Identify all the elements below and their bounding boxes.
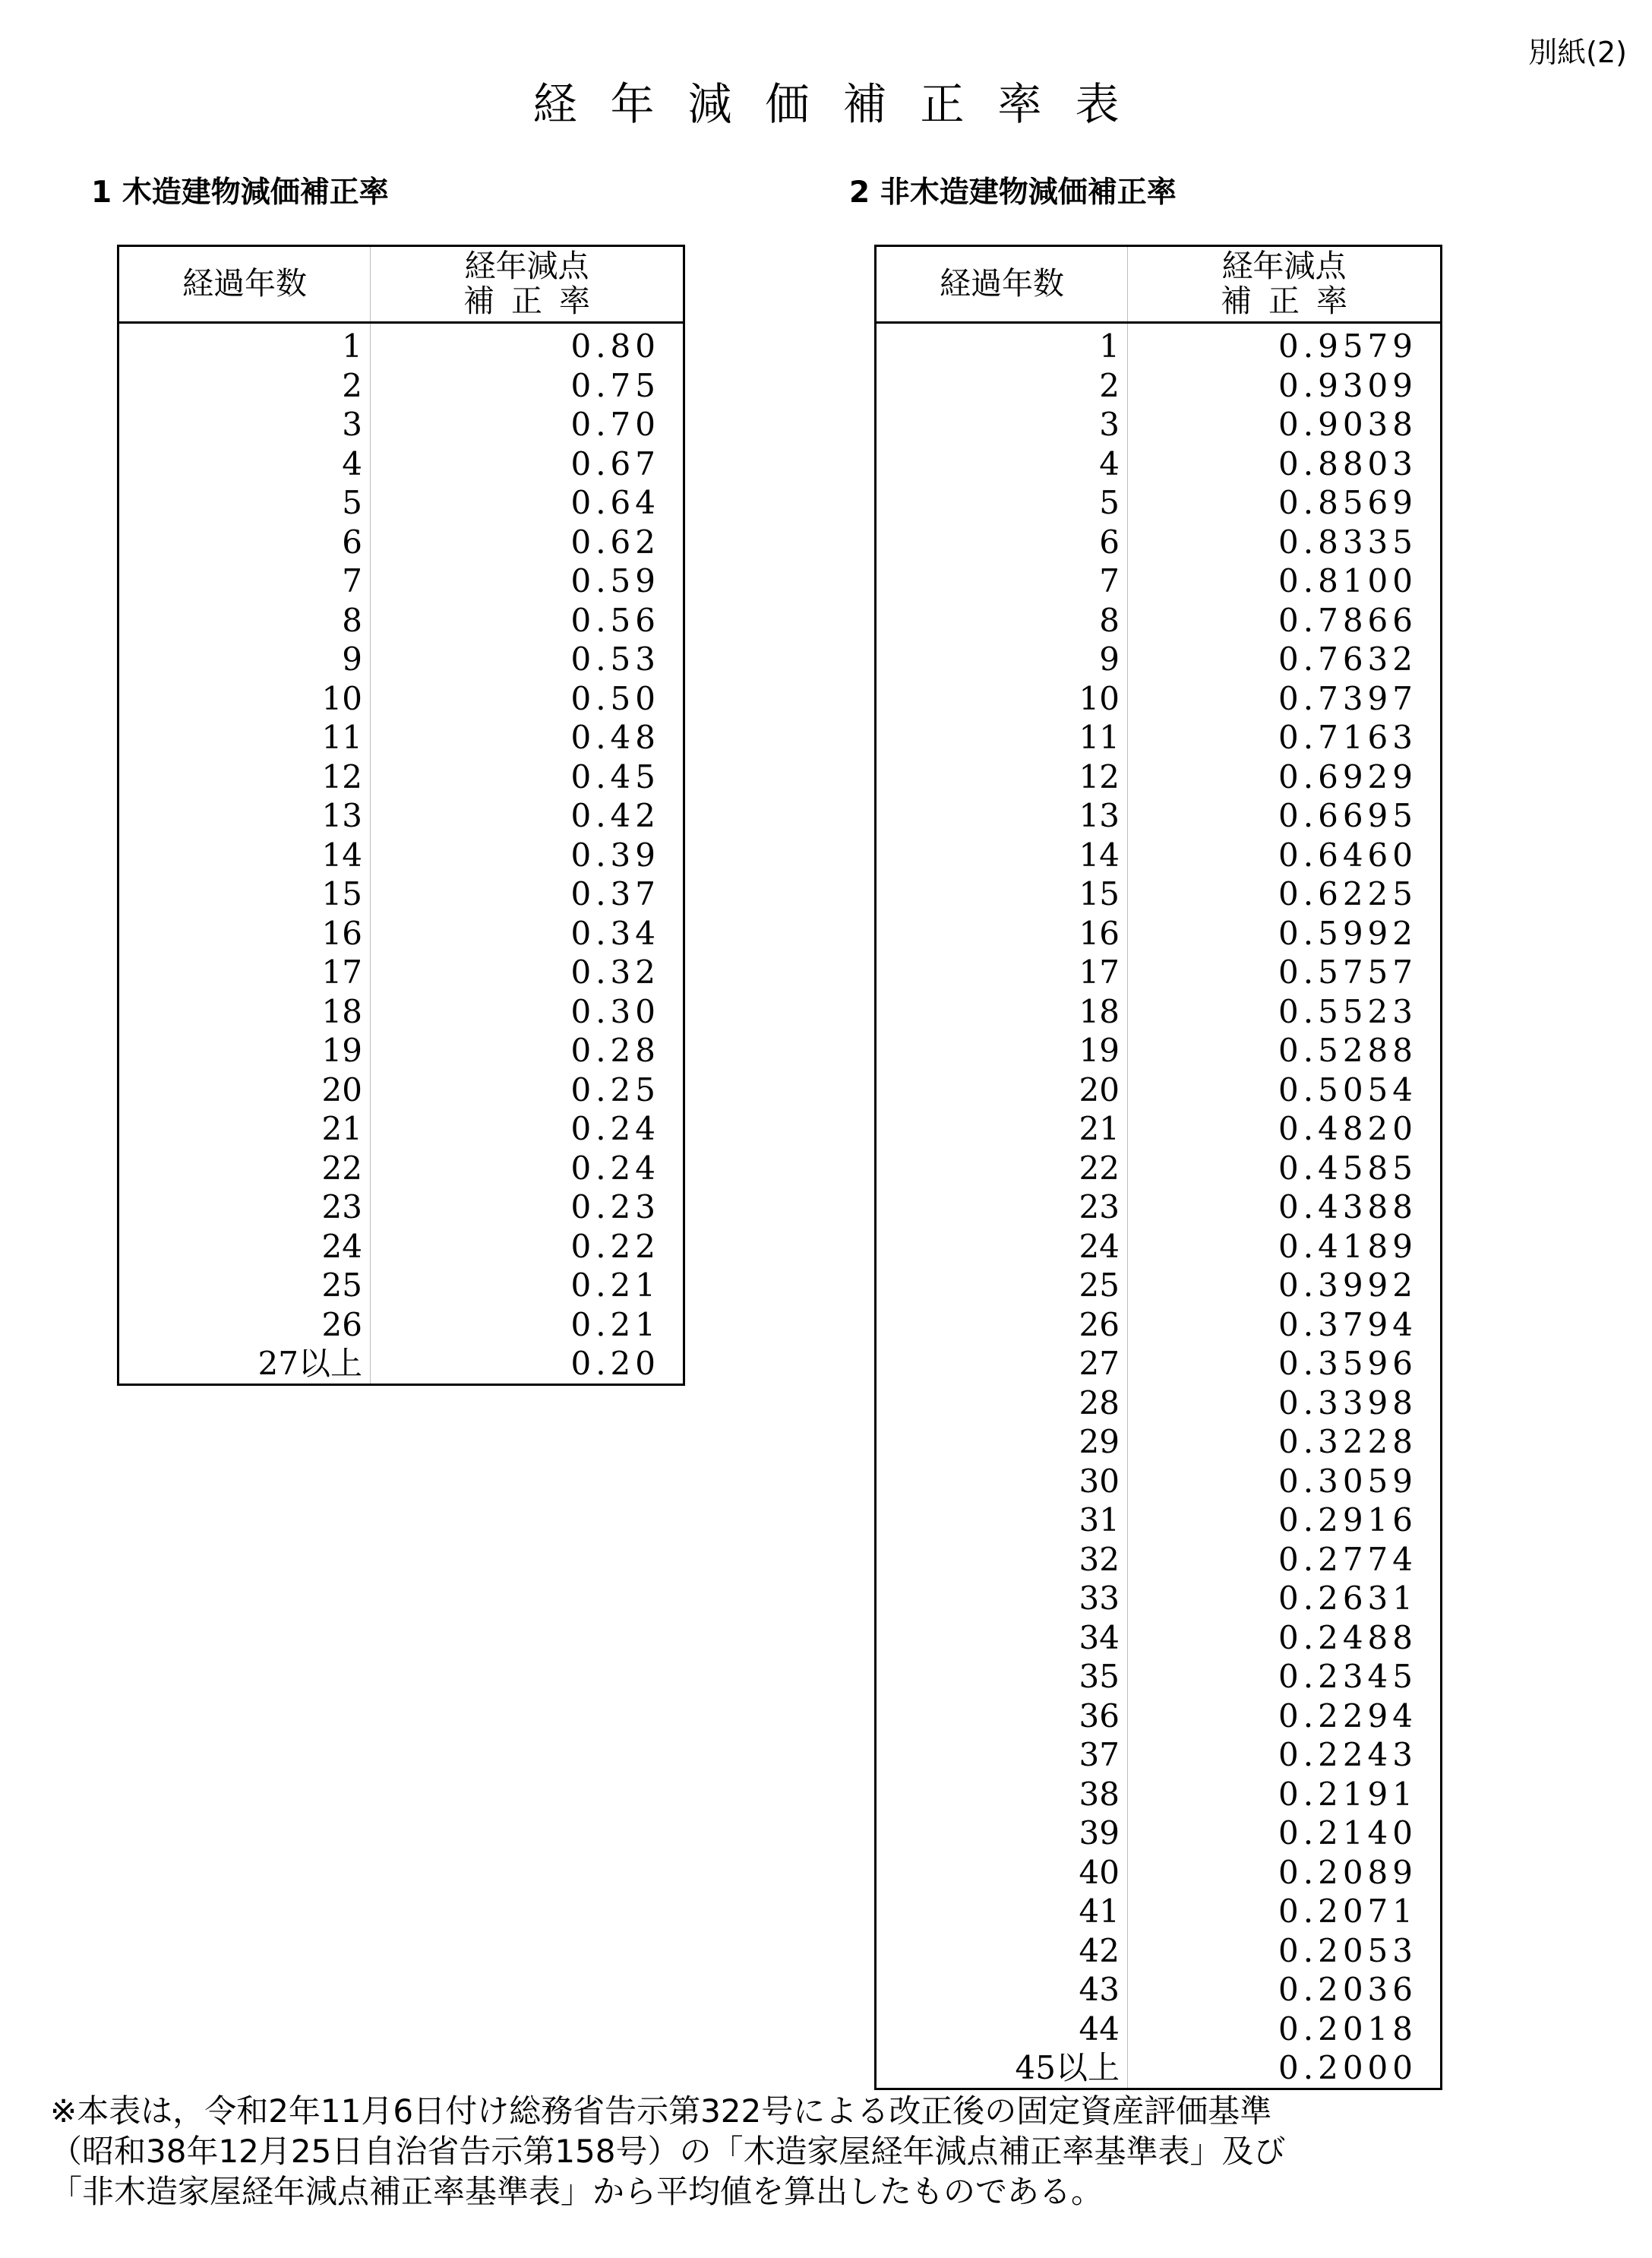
elapsed-years-cell: 7 [118, 561, 371, 601]
elapsed-years-cell: 34 [876, 1618, 1128, 1658]
table-row [118, 523, 684, 562]
table-row [876, 323, 1442, 366]
elapsed-years-cell: 21 [876, 1109, 1128, 1149]
title-char: 年 [610, 78, 655, 130]
table-row [876, 483, 1442, 523]
table-row [118, 1031, 684, 1070]
table-row [118, 1149, 684, 1188]
elapsed-years-cell: 18 [118, 992, 371, 1032]
elapsed-years-cell: 5 [876, 483, 1128, 523]
rate-cell: 0.3059 [1278, 1462, 1417, 1500]
rate-cell: 0.2916 [1278, 1501, 1417, 1539]
table-row [876, 2010, 1442, 2049]
elapsed-years-cell: 30 [876, 1462, 1128, 1501]
elapsed-years-cell: 13 [876, 796, 1128, 836]
rate-cell: 0.23 [570, 1188, 660, 1225]
elapsed-years-cell: 22 [876, 1149, 1128, 1188]
rate-cell: 0.25 [570, 1070, 660, 1108]
title-char: 正 [920, 78, 965, 130]
elapsed-years-cell: 3 [118, 405, 371, 444]
elapsed-years-cell: 8 [876, 601, 1128, 640]
elapsed-years-cell: 25 [876, 1266, 1128, 1305]
table-row [118, 1227, 684, 1267]
elapsed-years-cell: 43 [876, 1970, 1128, 2010]
rate-cell: 0.64 [570, 484, 660, 521]
elapsed-years-cell: 17 [876, 953, 1128, 992]
rate-cell: 0.2071 [1278, 1893, 1417, 1930]
elapsed-years-cell: 35 [876, 1657, 1128, 1697]
table-row [118, 679, 684, 719]
rate-cell: 0.2191 [1278, 1775, 1417, 1813]
table-row [876, 1579, 1442, 1618]
table-row [876, 1031, 1442, 1070]
elapsed-years-cell: 1 [876, 323, 1128, 366]
elapsed-years-cell: 6 [876, 523, 1128, 562]
elapsed-years-cell: 41 [876, 1892, 1128, 1931]
rate-cell: 0.48 [570, 719, 660, 756]
table-row [118, 757, 684, 797]
elapsed-years-cell: 23 [118, 1188, 371, 1227]
table-row [876, 874, 1442, 914]
elapsed-years-cell: 19 [118, 1031, 371, 1070]
rate-cell: 0.4388 [1278, 1188, 1417, 1225]
rate-cell: 0.5523 [1278, 992, 1417, 1030]
table-row [876, 1462, 1442, 1501]
elapsed-years-cell: 29 [876, 1422, 1128, 1462]
elapsed-years-cell: 20 [118, 1070, 371, 1110]
elapsed-years-cell: 15 [876, 874, 1128, 914]
footnote-line: 「非木造家屋経年減点補正率基準表」から平均値を算出したものである。 [50, 2173, 1104, 2210]
table-row [876, 718, 1442, 757]
rate-cell: 0.2243 [1278, 1736, 1417, 1773]
wood-section-heading: 1 木造建物減価補正率 [91, 176, 389, 210]
table-row [118, 561, 684, 601]
elapsed-years-cell: 2 [118, 366, 371, 406]
table-row [118, 366, 684, 406]
rate-cell: 0.3398 [1278, 1384, 1417, 1422]
elapsed-years-cell: 40 [876, 1853, 1128, 1893]
table-row [876, 1853, 1442, 1893]
rate-cell: 0.8803 [1278, 444, 1417, 482]
header-rate-line2: 補正率 [463, 283, 607, 319]
table-row [118, 992, 684, 1032]
rate-cell: 0.28 [570, 1032, 660, 1069]
rate-cell: 0.75 [570, 366, 660, 404]
table-row [876, 1735, 1442, 1775]
table-row [118, 796, 684, 836]
table-row [118, 1266, 684, 1305]
rate-cell: 0.6460 [1278, 836, 1417, 874]
elapsed-years-cell: 11 [876, 718, 1128, 757]
elapsed-years-cell: 12 [118, 757, 371, 797]
elapsed-years-cell: 25 [118, 1266, 371, 1305]
table-row [118, 874, 684, 914]
elapsed-years-cell: 23 [876, 1188, 1128, 1227]
rate-cell: 0.20 [570, 1345, 660, 1382]
elapsed-years-cell: 1 [118, 323, 371, 366]
table-row [876, 2048, 1442, 2089]
elapsed-years-cell: 27以上 [118, 1344, 371, 1384]
header-rate [371, 246, 684, 323]
rate-cell: 0.24 [570, 1149, 660, 1187]
elapsed-years-cell: 24 [118, 1227, 371, 1267]
rate-cell: 0.2488 [1278, 1618, 1417, 1656]
table-row [876, 561, 1442, 601]
rate-cell: 0.4189 [1278, 1227, 1417, 1265]
table-row [876, 679, 1442, 719]
table-row [876, 1344, 1442, 1384]
rate-cell: 0.9309 [1278, 366, 1417, 404]
table-row [118, 483, 684, 523]
rate-cell: 0.7632 [1278, 640, 1417, 678]
nonwood-rate-table [874, 245, 1442, 2090]
title-char: 表 [1075, 78, 1120, 130]
elapsed-years-cell: 12 [876, 757, 1128, 797]
rate-cell: 0.30 [570, 992, 660, 1030]
table-row [118, 718, 684, 757]
rate-cell: 0.5757 [1278, 953, 1417, 991]
rate-cell: 0.50 [570, 679, 660, 717]
table-row [876, 1070, 1442, 1110]
table-row [876, 1618, 1442, 1658]
rate-cell: 0.3794 [1278, 1305, 1417, 1343]
rate-cell: 0.4820 [1278, 1110, 1417, 1147]
rate-cell: 0.2345 [1278, 1658, 1417, 1695]
elapsed-years-cell: 6 [118, 523, 371, 562]
table-row [876, 366, 1442, 406]
table-row [876, 1305, 1442, 1345]
table-row [876, 1227, 1442, 1267]
rate-cell: 0.8100 [1278, 562, 1417, 599]
table-row [118, 1188, 684, 1227]
rate-cell: 0.9579 [1278, 327, 1417, 365]
wood-rate-table [117, 245, 685, 1386]
rate-cell: 0.2631 [1278, 1580, 1417, 1617]
header-rate [1128, 246, 1442, 323]
rate-cell: 0.2774 [1278, 1540, 1417, 1578]
elapsed-years-cell: 36 [876, 1697, 1128, 1736]
rate-cell: 0.2000 [1278, 2049, 1417, 2086]
table-row [876, 1266, 1442, 1305]
rate-cell: 0.7866 [1278, 601, 1417, 639]
rate-cell: 0.22 [570, 1227, 660, 1265]
elapsed-years-cell: 22 [118, 1149, 371, 1188]
header-elapsed-years: 経過年数 [876, 246, 1128, 323]
rate-cell: 0.5054 [1278, 1070, 1417, 1108]
elapsed-years-cell: 32 [876, 1540, 1128, 1580]
rate-cell: 0.2053 [1278, 1931, 1417, 1969]
elapsed-years-cell: 14 [876, 836, 1128, 875]
rate-cell: 0.5992 [1278, 914, 1417, 952]
table-row [876, 1775, 1442, 1814]
rate-cell: 0.4585 [1278, 1149, 1417, 1187]
elapsed-years-cell: 7 [876, 561, 1128, 601]
table-row [118, 953, 684, 992]
table-row [876, 914, 1442, 953]
rate-cell: 0.45 [570, 757, 660, 795]
rate-cell: 0.5288 [1278, 1032, 1417, 1069]
elapsed-years-cell: 3 [876, 405, 1128, 444]
table-row [118, 836, 684, 875]
rate-cell: 0.24 [570, 1110, 660, 1147]
elapsed-years-cell: 17 [118, 953, 371, 992]
elapsed-years-cell: 19 [876, 1031, 1128, 1070]
table-row [876, 953, 1442, 992]
table-row [118, 640, 684, 679]
footnote-line: （昭和38年12月25日自治省告示第158号）の「木造家屋経年減点補正率基準表」及び [50, 2133, 1286, 2170]
table-row [876, 1970, 1442, 2010]
elapsed-years-cell: 14 [118, 836, 371, 875]
table-row [876, 757, 1442, 797]
elapsed-years-cell: 18 [876, 992, 1128, 1032]
elapsed-years-cell: 33 [876, 1579, 1128, 1618]
elapsed-years-cell: 39 [876, 1814, 1128, 1853]
table-row [118, 323, 684, 366]
table-row [876, 1109, 1442, 1149]
page-title [0, 68, 1652, 132]
elapsed-years-cell: 9 [876, 640, 1128, 679]
rate-cell: 0.34 [570, 914, 660, 952]
table-row [876, 1892, 1442, 1931]
title-char: 率 [997, 78, 1042, 130]
elapsed-years-cell: 13 [118, 796, 371, 836]
rate-cell: 0.70 [570, 406, 660, 443]
elapsed-years-cell: 4 [876, 444, 1128, 484]
table-row [118, 1109, 684, 1149]
rate-cell: 0.6695 [1278, 797, 1417, 834]
table-row [876, 1540, 1442, 1580]
rate-cell: 0.2089 [1278, 1853, 1417, 1891]
title-char: 補 [842, 78, 887, 130]
elapsed-years-cell: 38 [876, 1775, 1128, 1814]
elapsed-years-cell: 37 [876, 1735, 1128, 1775]
rate-cell: 0.53 [570, 640, 660, 678]
elapsed-years-cell: 45以上 [876, 2048, 1128, 2089]
rate-cell: 0.7163 [1278, 719, 1417, 756]
table-header-row [118, 246, 684, 323]
elapsed-years-cell: 27 [876, 1344, 1128, 1384]
elapsed-years-cell: 15 [118, 874, 371, 914]
table-row [876, 523, 1442, 562]
elapsed-years-cell: 11 [118, 718, 371, 757]
rate-cell: 0.6225 [1278, 875, 1417, 912]
title-char: 経 [532, 78, 577, 130]
title-char: 減 [687, 78, 732, 130]
table-row [876, 640, 1442, 679]
table-row [876, 836, 1442, 875]
rate-cell: 0.3992 [1278, 1267, 1417, 1304]
title-char: 価 [765, 78, 810, 130]
table-row [876, 1384, 1442, 1423]
table-row [876, 1501, 1442, 1540]
rate-cell: 0.3596 [1278, 1345, 1417, 1382]
elapsed-years-cell: 2 [876, 366, 1128, 406]
table-row [876, 1931, 1442, 1971]
table-row [118, 601, 684, 640]
elapsed-years-cell: 28 [876, 1384, 1128, 1423]
rate-cell: 0.7397 [1278, 679, 1417, 717]
table-row [118, 444, 684, 484]
elapsed-years-cell: 26 [876, 1305, 1128, 1345]
elapsed-years-cell: 24 [876, 1227, 1128, 1267]
elapsed-years-cell: 16 [876, 914, 1128, 953]
rate-cell: 0.37 [570, 875, 660, 912]
nonwood-section-heading: 2 非木造建物減価補正率 [849, 176, 1177, 210]
elapsed-years-cell: 10 [876, 679, 1128, 719]
header-rate-line1: 経年減点 [1221, 248, 1347, 285]
rate-cell: 0.56 [570, 601, 660, 639]
table-row [876, 1814, 1442, 1853]
rate-cell: 0.2140 [1278, 1814, 1417, 1852]
elapsed-years-cell: 21 [118, 1109, 371, 1149]
rate-cell: 0.21 [570, 1267, 660, 1304]
table-row [876, 405, 1442, 444]
elapsed-years-cell: 10 [118, 679, 371, 719]
table-row [876, 1657, 1442, 1697]
rate-cell: 0.62 [570, 523, 660, 561]
rate-cell: 0.59 [570, 562, 660, 599]
elapsed-years-cell: 16 [118, 914, 371, 953]
table-row [118, 1070, 684, 1110]
header-rate-line1: 経年減点 [464, 248, 589, 285]
table-row [876, 444, 1442, 484]
elapsed-years-cell: 20 [876, 1070, 1128, 1110]
header-elapsed-years: 経過年数 [118, 246, 371, 323]
table-row [118, 1305, 684, 1345]
rate-cell: 0.39 [570, 836, 660, 874]
rate-cell: 0.9038 [1278, 406, 1417, 443]
rate-cell: 0.67 [570, 444, 660, 482]
table-row [876, 1149, 1442, 1188]
elapsed-years-cell: 5 [118, 483, 371, 523]
table-row [118, 405, 684, 444]
header-rate-line2: 補正率 [1221, 283, 1364, 319]
rate-cell: 0.80 [570, 327, 660, 365]
table-row [876, 1188, 1442, 1227]
table-row [876, 1422, 1442, 1462]
rate-cell: 0.42 [570, 797, 660, 834]
rate-cell: 0.21 [570, 1305, 660, 1343]
elapsed-years-cell: 9 [118, 640, 371, 679]
table-row [118, 914, 684, 953]
elapsed-years-cell: 4 [118, 444, 371, 484]
rate-cell: 0.2018 [1278, 2010, 1417, 2048]
attachment-label: 別紙(2) [1528, 36, 1627, 69]
rate-cell: 0.3228 [1278, 1423, 1417, 1460]
footnote [50, 2091, 1615, 2212]
rate-cell: 0.8335 [1278, 523, 1417, 561]
table-row [876, 796, 1442, 836]
table-row [876, 601, 1442, 640]
elapsed-years-cell: 26 [118, 1305, 371, 1345]
rate-cell: 0.8569 [1278, 484, 1417, 521]
elapsed-years-cell: 42 [876, 1931, 1128, 1971]
rate-cell: 0.2294 [1278, 1697, 1417, 1735]
footnote-line: ※本表は，令和2年11月6日付け総務省告示第322号による改正後の固定資産評価基準 [50, 2092, 1272, 2130]
rate-cell: 0.6929 [1278, 757, 1417, 795]
rate-cell: 0.2036 [1278, 1971, 1417, 2008]
rate-cell: 0.32 [570, 953, 660, 991]
table-row [876, 992, 1442, 1032]
elapsed-years-cell: 8 [118, 601, 371, 640]
elapsed-years-cell: 31 [876, 1501, 1128, 1540]
table-row [876, 1697, 1442, 1736]
table-row [118, 1344, 684, 1384]
table-header-row [876, 246, 1442, 323]
elapsed-years-cell: 44 [876, 2010, 1128, 2049]
